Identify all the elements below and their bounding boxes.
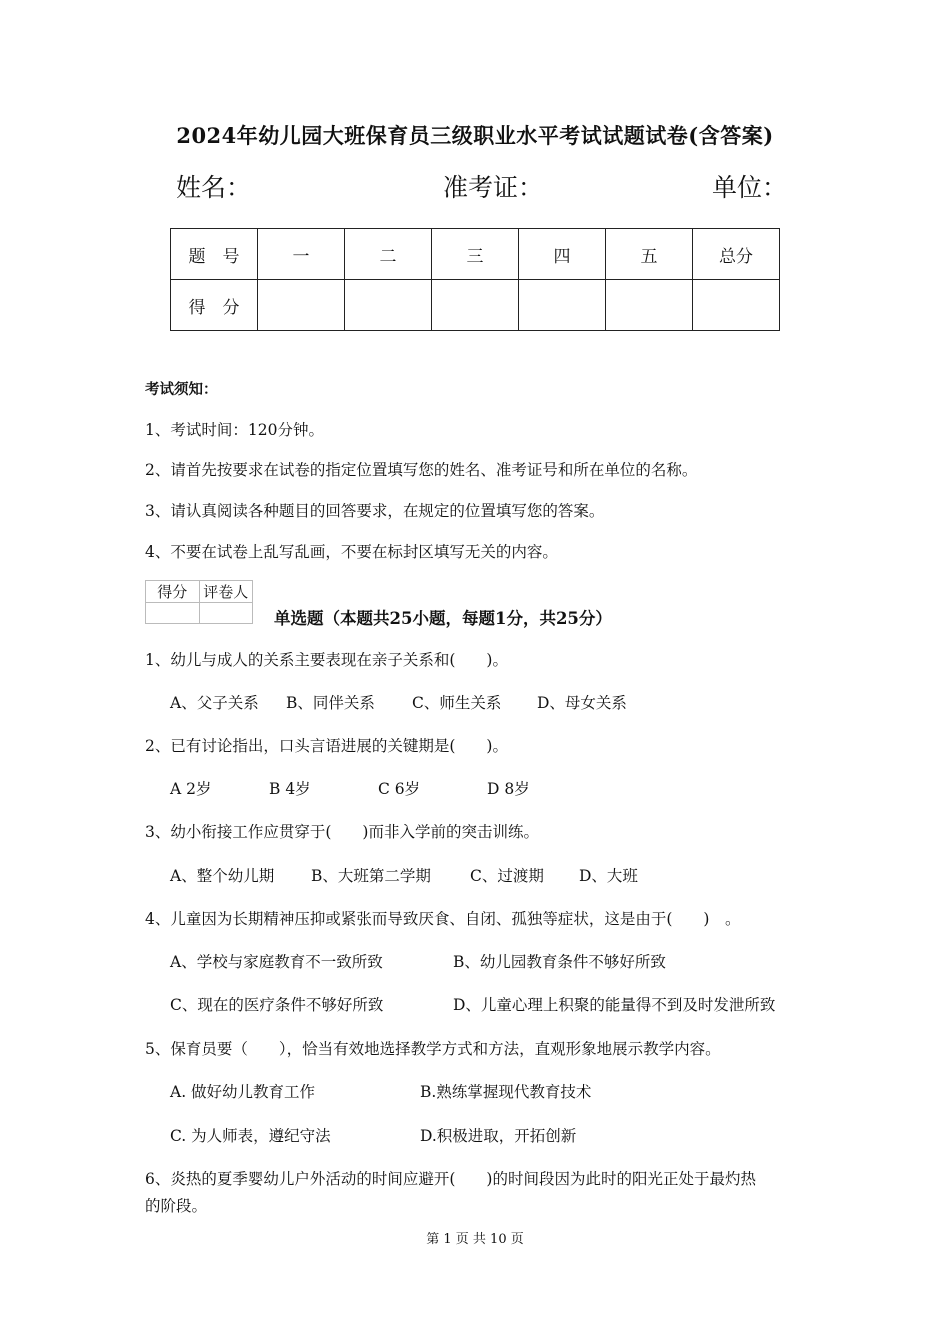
grader-score-label: 得分 — [146, 581, 200, 603]
grader-reviewer-label: 评卷人 — [199, 581, 253, 603]
question-option: D 8岁 — [487, 780, 530, 798]
question-option: C、师生关系 — [412, 694, 502, 712]
question-option: C. 为人师表，遵纪守法 — [170, 1127, 331, 1145]
score-table-header-row — [171, 229, 780, 280]
question-option: B、同伴关系 — [286, 694, 375, 712]
score-row-label: 得 分 — [171, 280, 258, 331]
question-option: C、过渡期 — [470, 867, 544, 885]
name-label: 姓名： — [176, 173, 252, 202]
question-option: D、大班 — [579, 867, 638, 885]
page-title: 2024年幼儿园大班保育员三级职业水平考试试题试卷(含答案) — [176, 123, 774, 148]
question-option: C 6岁 — [378, 780, 421, 798]
notice-item: 4、不要在试卷上乱写乱画，不要在标封区填写无关的内容。 — [145, 543, 558, 561]
notice-item: 2、请首先按要求在试卷的指定位置填写您的姓名、准考证号和所在单位的名称。 — [145, 461, 698, 479]
question-stem: 6、炎热的夏季婴幼儿户外活动的时间应避开( )的时间段因为此时的阳光正处于最灼热 — [145, 1170, 756, 1188]
score-cell[interactable] — [519, 280, 606, 331]
question-option: B、幼儿园教育条件不够好所致 — [453, 953, 666, 971]
question-option: D、儿童心理上积聚的能量得不到及时发泄所致 — [453, 996, 776, 1014]
score-header-cell: 四 — [519, 229, 606, 280]
question-option: A、学校与家庭教育不一致所致 — [170, 953, 383, 971]
score-cell[interactable] — [693, 280, 780, 331]
grader-box — [145, 580, 253, 624]
question-stem: 5、保育员要（ ），恰当有效地选择教学方式和方法，直观形象地展示教学内容。 — [145, 1040, 721, 1058]
question-option: D、母女关系 — [537, 694, 627, 712]
question-stem: 1、幼儿与成人的关系主要表现在亲子关系和( )。 — [145, 651, 508, 669]
question-stem: 4、儿童因为长期精神压抑或紧张而导致厌食、自闭、孤独等症状，这是由于( ) 。 — [145, 910, 741, 928]
unit-label: 单位： — [712, 173, 788, 202]
score-header-cell: 五 — [606, 229, 693, 280]
grader-score-cell[interactable] — [146, 603, 200, 624]
question-option: B、大班第二学期 — [311, 867, 431, 885]
question-option: A 2岁 — [170, 780, 212, 798]
exam-number-label: 准考证： — [443, 173, 544, 202]
score-cell[interactable] — [345, 280, 432, 331]
question-option: A、整个幼儿期 — [170, 867, 275, 885]
question-stem: 3、幼小衔接工作应贯穿于( )而非入学前的突击训练。 — [145, 823, 539, 841]
question-stem: 2、已有讨论指出，口头言语进展的关键期是( )。 — [145, 737, 508, 755]
question-option: B 4岁 — [269, 780, 311, 798]
page-footer: 第 1 页 共 10 页 — [426, 1232, 524, 1247]
question-option: D.积极进取，开拓创新 — [420, 1127, 577, 1145]
grader-reviewer-cell[interactable] — [199, 603, 253, 624]
notice-item: 3、请认真阅读各种题目的回答要求，在规定的位置填写您的答案。 — [145, 502, 605, 520]
score-header-cell: 一 — [258, 229, 345, 280]
score-header-cell: 总分 — [693, 229, 780, 280]
question-option: A. 做好幼儿教育工作 — [170, 1083, 316, 1101]
question-option: B.熟练掌握现代教育技术 — [420, 1083, 592, 1101]
question-option: C、现在的医疗条件不够好所致 — [170, 996, 384, 1014]
score-cell[interactable] — [432, 280, 519, 331]
score-header-cell: 三 — [432, 229, 519, 280]
score-header-cell: 题 号 — [171, 229, 258, 280]
score-cell[interactable] — [606, 280, 693, 331]
notice-title: 考试须知： — [145, 381, 218, 398]
score-cell[interactable] — [258, 280, 345, 331]
notice-item: 1、考试时间：120分钟。 — [145, 421, 324, 439]
score-table — [170, 228, 780, 331]
section-title: 单选题（本题共25小题，每题1分，共25分） — [274, 609, 612, 628]
question-stem-continued: 的阶段。 — [145, 1197, 208, 1215]
question-option: A、父子关系 — [170, 694, 259, 712]
score-header-cell: 二 — [345, 229, 432, 280]
score-table-score-row — [171, 280, 780, 331]
